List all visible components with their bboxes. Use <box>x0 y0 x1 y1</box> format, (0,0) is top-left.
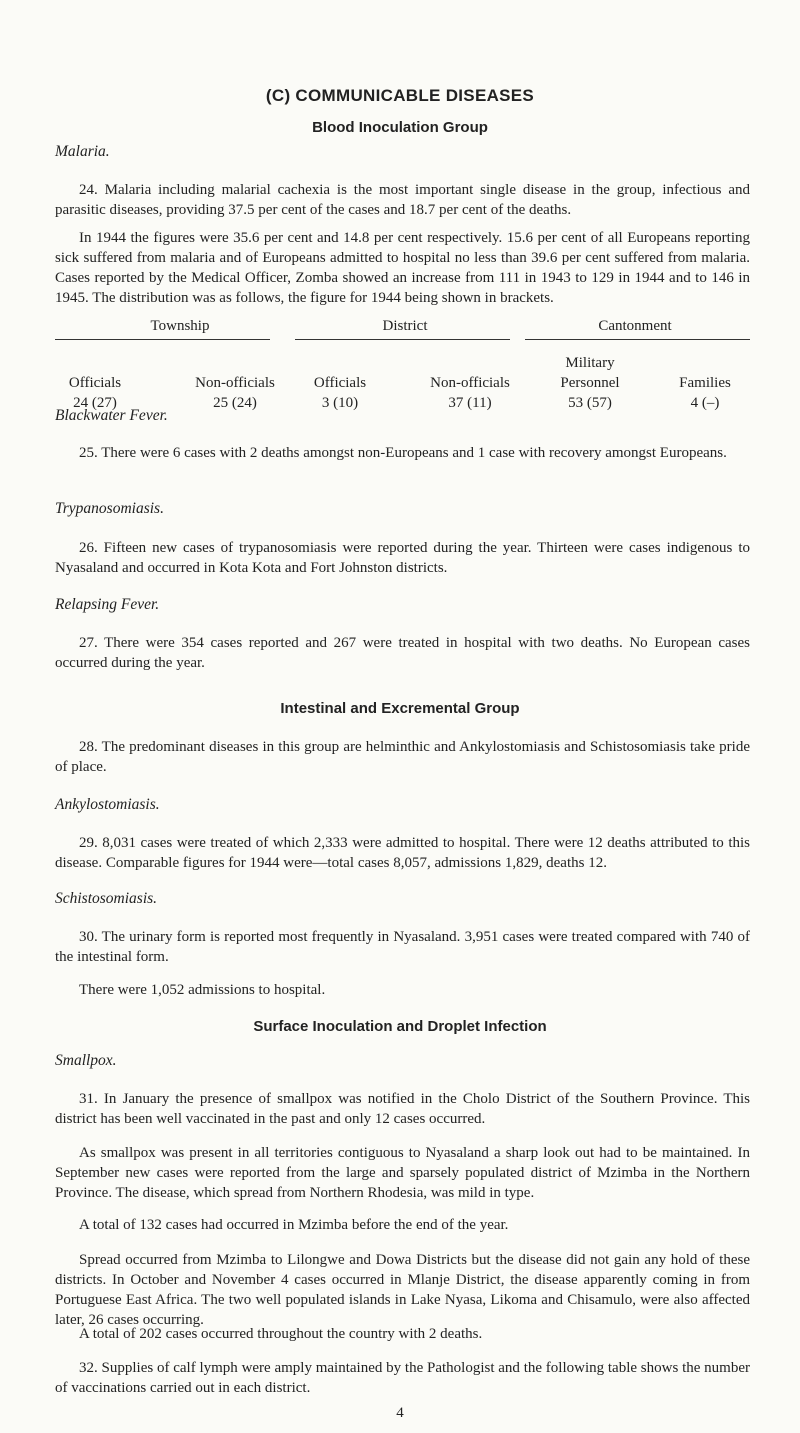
paragraph-29: 29. 8,031 cases were treated of which 2,333 were admitted to hospital. There were 12 deaths attributed to this disease. Comparable figures for 1944 were—total cases 8,057, admissions 1,829, deaths 12. <box>55 835 750 871</box>
district-rule <box>295 339 510 340</box>
group-district: District <box>382 318 428 334</box>
heading-surface-inoculation: Surface Inoculation and Droplet Infection <box>253 1018 547 1035</box>
group-township: Township <box>150 318 210 334</box>
group-cantonment: Cantonment <box>598 318 672 334</box>
col-header: Non-officials <box>430 375 510 391</box>
cantonment-rule <box>525 339 750 340</box>
township-rule <box>55 339 270 340</box>
subheading-relapsing-fever: Relapsing Fever. <box>55 596 160 613</box>
col-military-label-top: Military <box>565 355 615 371</box>
paragraph-31-total: A total of 132 cases had occurred in Mzimba before the end of the year. <box>79 1217 509 1233</box>
subheading-ankylostomiasis: Ankylostomiasis. <box>55 796 160 813</box>
paragraph-27: 27. There were 354 cases reported and 267 were treated in hospital with two deaths. No European cases occurred during the year. <box>55 635 750 671</box>
paragraph-32: 32. Supplies of calf lymph were amply maintained by the Pathologist and the following table shows the number of vaccinations carried out in each district. <box>55 1360 750 1396</box>
paragraph-24: 24. Malaria including malarial cachexia is the most important single disease in the group, infectious and parasitic diseases, providing 37.5 per cent of the cases and 18.7 per cent of the deaths. <box>55 182 750 218</box>
paragraph-31-country-total: A total of 202 cases occurred throughout the country with 2 deaths. <box>79 1326 483 1342</box>
paragraph-25: 25. There were 6 cases with 2 deaths amongst non-Europeans and 1 case with recovery amongst Europeans. <box>79 445 727 461</box>
col-value: 53 (57) <box>568 395 612 411</box>
col-value: 3 (10) <box>321 395 359 411</box>
col-header: Officials <box>313 375 367 391</box>
page-number: 4 <box>396 1405 404 1421</box>
col-value: 25 (24) <box>213 395 257 411</box>
paragraph-26: 26. Fifteen new cases of trypanosomiasis were reported during the year. Thirteen were cases indigenous to Nyasaland and occurred in Kota Kota and Fort Johnston districts. <box>55 540 750 576</box>
col-header: Families <box>679 375 731 391</box>
col-header: Personnel <box>560 375 620 391</box>
col-value: 24 (27) <box>73 395 117 411</box>
paragraph-31-continued: As smallpox was present in all territories contiguous to Nyasaland a sharp look out had to be maintained. In September new cases were reported from the large and sparsely populated district of Mzimba in the Northern Province. The disease, which spread from Northern Rhodesia, was mild in type. <box>55 1145 750 1201</box>
paragraph-31-spread: Spread occurred from Mzimba to Lilongwe and Dowa Districts but the disease did not gain any hold of these districts. In October and November 4 cases occurred in Mlanje District, the disease apparently coming in from Portuguese East Africa. The two well populated islands in Lake Nyasa, Likoma and Chisamulo, were also affected later, 26 cases occurring. <box>55 1252 750 1328</box>
paragraph-24-continued: In 1944 the figures were 35.6 per cent and 14.8 per cent respectively. 15.6 per cent of all Europeans reporting sick suffered from malaria and of Europeans admitted to hospital no less than 39.6 per cent suffered from malaria. Cases reported by the Medical Officer, Zomba showed an increase from 111 in 1943 to 129 in 1944 and to 146 in 1945. The distribution was as follows, the figure for 1944 being shown in brackets. <box>55 230 750 306</box>
heading-blood-inoculation: Blood Inoculation Group <box>312 119 488 136</box>
col-value: 4 (–) <box>690 395 720 411</box>
col-header: Non-officials <box>195 375 275 391</box>
section-title: (C) COMMUNICABLE DISEASES <box>265 86 535 105</box>
paragraph-28: 28. The predominant diseases in this group are helminthic and Ankylostomiasis and Schistosomiasis take pride of place. <box>55 739 750 775</box>
paragraph-30-continued: There were 1,052 admissions to hospital. <box>79 982 326 998</box>
col-header: Officials <box>68 375 122 391</box>
col-value: 37 (11) <box>448 395 492 411</box>
subheading-trypanosomiasis: Trypanosomiasis. <box>55 500 164 517</box>
subheading-malaria: Malaria. <box>55 143 110 160</box>
subheading-schistosomiasis: Schistosomiasis. <box>55 890 158 907</box>
subheading-blackwater-fever: Blackwater Fever. <box>55 407 168 424</box>
paragraph-31: 31. In January the presence of smallpox was notified in the Cholo District of the Southern Province. This district has been well vaccinated in the past and only 12 cases occurred. <box>55 1091 750 1127</box>
paragraph-30: 30. The urinary form is reported most frequently in Nyasaland. 3,951 cases were treated compared with 740 of the intestinal form. <box>55 929 750 965</box>
heading-intestinal: Intestinal and Excremental Group <box>280 700 520 717</box>
subheading-smallpox: Smallpox. <box>55 1052 117 1069</box>
